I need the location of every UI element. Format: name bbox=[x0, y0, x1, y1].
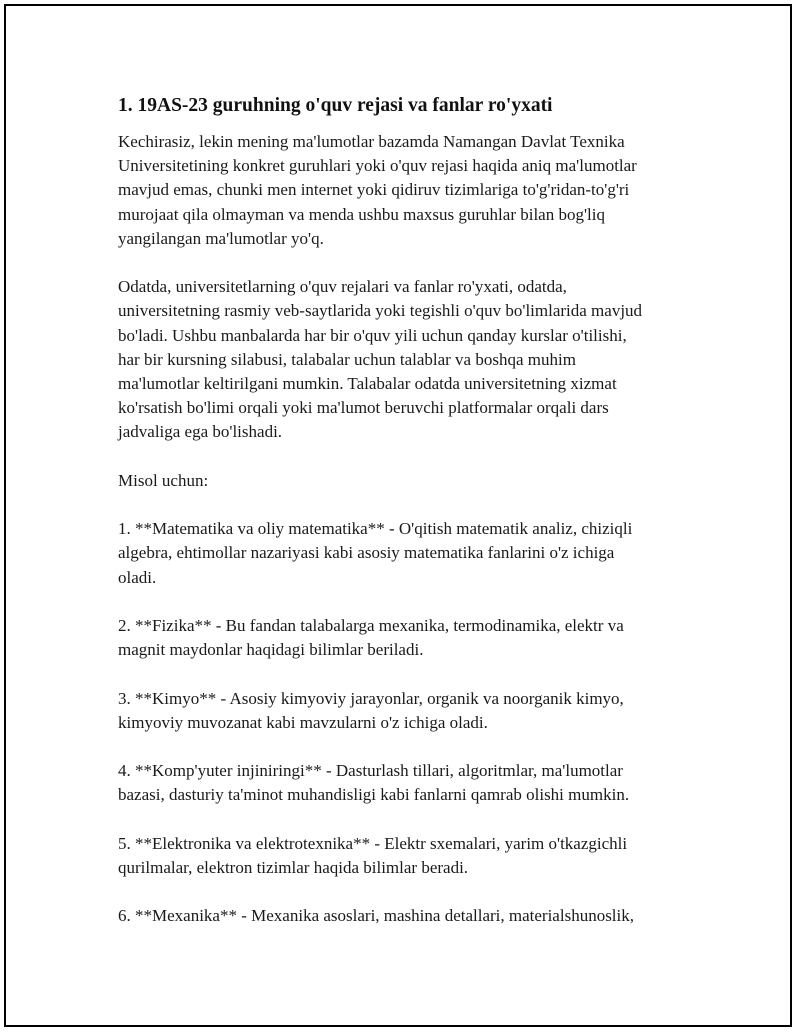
text-line: bazasi, dasturiy ta'minot muhandisligi kabi fanlarni qamrab olishi mumkin. bbox=[118, 785, 630, 805]
text-line: 4. **Komp'yuter injiniringi** - Dasturlash tillari, algoritmlar, ma'lumotlar bbox=[118, 761, 623, 781]
text-line: 2. **Fizika** - Bu fandan talabalarga mexanika, termodinamika, elektr va bbox=[118, 616, 624, 635]
document-title: 1. 19AS-23 guruhning o'quv rejasi va fanlar ro'yxati bbox=[118, 95, 553, 116]
text-line: 6. **Mexanika** - Mexanika asoslari, mashina detallari, materialshunoslik, bbox=[118, 906, 635, 926]
list-item-4 bbox=[118, 759, 698, 807]
text-line: murojaat qila olmayman va menda ushbu maxsus guruhlar bilan bog'liq bbox=[118, 204, 605, 224]
text-line: algebra, ehtimollar nazariyasi kabi asosiy matematika fanlarini o'z ichiga bbox=[118, 543, 615, 563]
text-line: qurilmalar, elektron tizimlar haqida bilimlar beradi. bbox=[118, 857, 469, 877]
text-line: oladi. bbox=[118, 567, 157, 587]
list-item-1 bbox=[118, 517, 698, 590]
text-line: ma'lumotlar keltirilgani mumkin. Talabalar odatda universitetning xizmat bbox=[118, 374, 617, 394]
text-line: 3. **Kimyo** - Asosiy kimyoviy jarayonlar, organik va noorganik kimyo, bbox=[118, 688, 624, 708]
text-line: Misol uchun: bbox=[118, 470, 209, 490]
text-line: Kechirasiz, lekin mening ma'lumotlar bazamda Namangan Davlat Texnika bbox=[118, 132, 625, 151]
text-line: mavjud emas, chunki men internet yoki qidiruv tizimlariga to'g'ridan-to'g'ri bbox=[118, 180, 630, 200]
text-line: Universitetining konkret guruhlari yoki o'quv rejasi haqida aniq ma'lumotlar bbox=[118, 156, 637, 176]
text-line: universitetning rasmiy veb-saytlarida yoki tegishli o'quv bo'limlarida mavjud bbox=[118, 301, 643, 321]
text-line: kimyoviy muvozanat kabi mavzularni o'z ichiga oladi. bbox=[118, 712, 488, 732]
list-item-5 bbox=[118, 832, 698, 880]
text-line: har bir kursning silabusi, talabalar uchun talablar va boshqa muhim bbox=[118, 349, 576, 369]
text-line: jadvaliga ega bo'lishadi. bbox=[118, 422, 283, 442]
paragraph-intro bbox=[118, 130, 698, 251]
list-item-3 bbox=[118, 687, 698, 735]
text-line: 1. **Matematika va oliy matematika** - O'qitish matematik analiz, chiziqli bbox=[118, 519, 633, 539]
text-line: yangilangan ma'lumotlar yo'q. bbox=[118, 228, 324, 248]
paragraph-example-intro bbox=[118, 469, 698, 493]
text-line: magnit maydonlar haqidagi bilimlar beriladi. bbox=[118, 640, 424, 660]
text-line: Odatda, universitetlarning o'quv rejalari va fanlar ro'yxati, odatda, bbox=[118, 277, 567, 297]
document-body bbox=[118, 92, 698, 953]
text-line: 5. **Elektronika va elektrotexnika** - Elektr sxemalari, yarim o'tkazgichli bbox=[118, 833, 628, 853]
paragraph-general bbox=[118, 275, 698, 444]
text-line: bo'ladi. Ushbu manbalarda har bir o'quv yili uchun qanday kurslar o'tilishi, bbox=[118, 325, 627, 345]
text-line: ko'rsatish bo'limi orqali yoki ma'lumot beruvchi platformalar orqali dars bbox=[118, 398, 609, 418]
list-item-6 bbox=[118, 904, 698, 928]
list-item-2 bbox=[118, 614, 698, 662]
